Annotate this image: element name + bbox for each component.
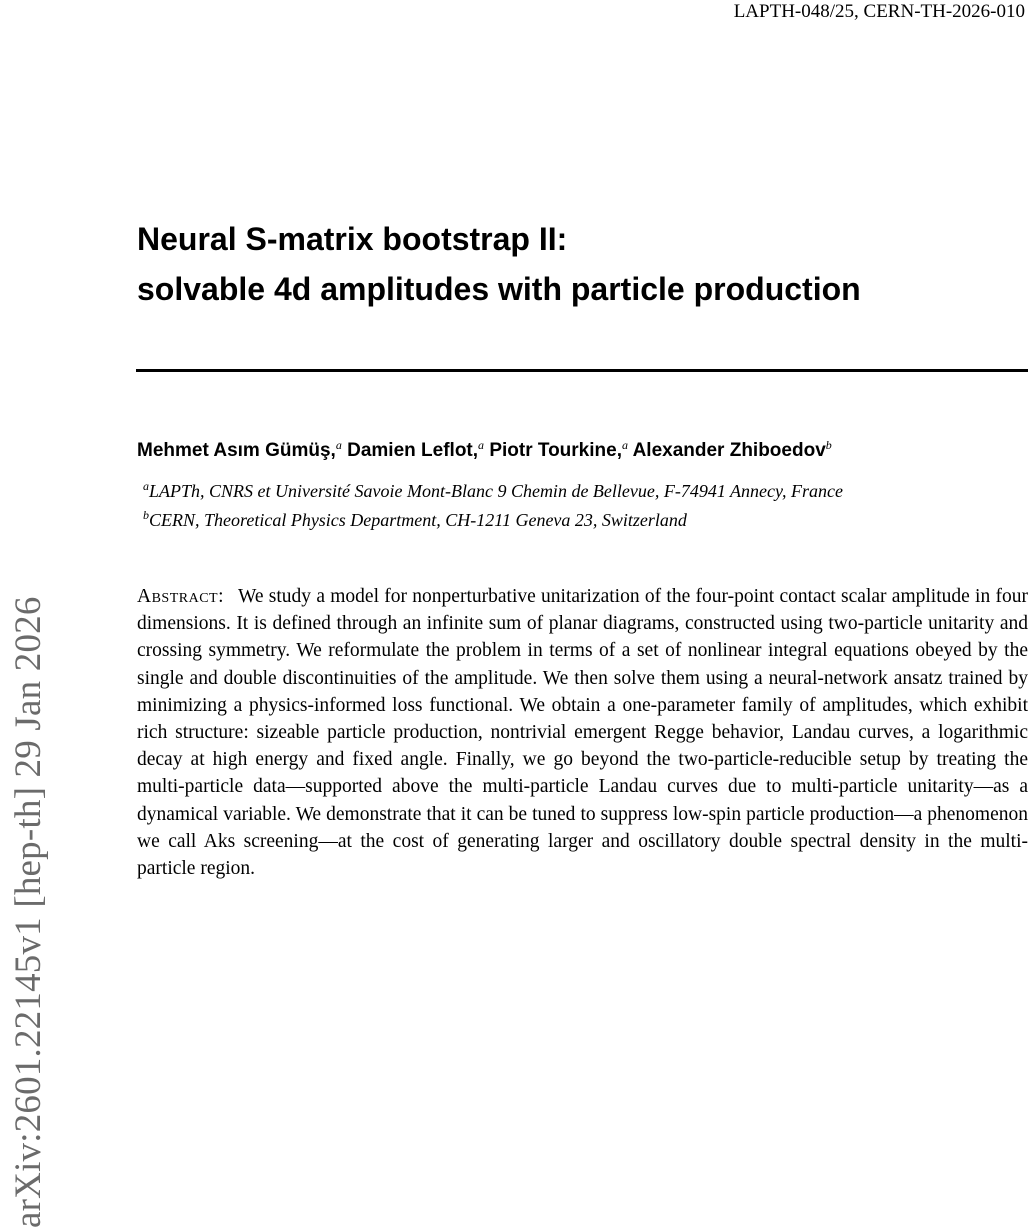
author-name: Mehmet Asım Gümüş, (137, 440, 336, 461)
author-affiliation-mark: b (825, 438, 832, 452)
affiliation-text: CERN, Theoretical Physics Department, CH-1211 Geneva 23, Switzerland (149, 510, 687, 530)
author-affiliation-mark: a (478, 438, 485, 452)
report-number: LAPTH-048/25, CERN-TH-2026-010 (733, 1, 1025, 22)
author-name: Damien Leflot, (347, 440, 479, 461)
author-name: Piotr Tourkine, (489, 440, 622, 461)
affiliation-mark: b (143, 508, 149, 522)
title-line-2: solvable 4d amplitudes with particle production (137, 271, 861, 307)
affiliation-b (143, 508, 687, 532)
affiliation-mark: a (143, 479, 149, 493)
title-line-1: Neural S-matrix bootstrap II: (137, 221, 568, 257)
author-list (137, 438, 832, 464)
arxiv-identifier-stamp[interactable]: arXiv:2601.22145v1 [hep-th] 29 Jan 2026 (8, 596, 49, 1228)
author-affiliation-mark: a (621, 438, 628, 452)
abstract-label: Abstract: (137, 586, 225, 607)
title-divider (136, 369, 1028, 372)
paper-title (137, 214, 1017, 314)
affiliation-a (143, 479, 843, 503)
author-name: Alexander Zhiboedov (632, 440, 826, 461)
abstract-text: We study a model for nonperturbative unitarization of the four-point contact scalar amplitude in four dimensions. It is defined through an infinite sum of planar diagrams, constructed using two-particle unitarity and crossing symmetry. We reformulate the problem in terms of a set of nonlinear integral equations obeyed by the single and double discontinuities of the amplitude. We then solve them using a neural-network ansatz trained by minimizing a physics-informed loss functional. We obtain a one-parameter family of amplitudes, which exhibit rich structure: sizeable particle production, nontrivial emergent Regge behavior, Landau curves, a logarithmic decay at high energy and fixed angle. Finally, we go beyond the two-particle-reducible setup by treating the multi-particle data—supported above the multi-particle Landau curves due to multi-particle unitarity—as a dynamical variable. We demonstrate that it can be tuned to suppress low-spin particle production—a phenomenon we call Aks screening—at the cost of generating larger and oscillatory double spectral density in the multi-particle region. (137, 586, 1028, 880)
abstract-paragraph (137, 583, 1028, 882)
author-affiliation-mark: a (335, 438, 342, 452)
affiliation-text: LAPTh, CNRS et Université Savoie Mont-Blanc 9 Chemin de Bellevue, F-74941 Annecy, France (149, 481, 843, 501)
abstract (137, 583, 1028, 882)
